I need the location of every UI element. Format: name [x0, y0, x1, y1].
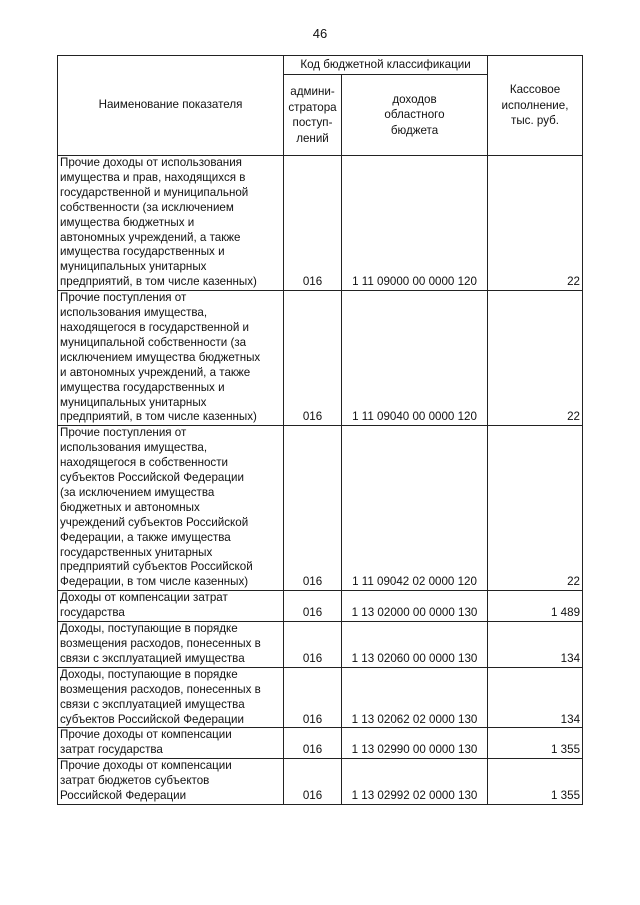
row-admin-code-cell: 016 [284, 156, 342, 291]
table-row [58, 667, 583, 728]
table-row [58, 728, 583, 759]
table-body [58, 156, 583, 805]
row-amount-cell: 22 [488, 291, 583, 426]
row-name-cell: Прочие поступления от использования имущества, находящегося в государственной и муниципальной собственности (за исключением имущества бюджетных и автономных учреждений, а также имущества государственных и муниципальных унитарных предприятий, в том числе казенных) [58, 291, 284, 426]
row-budget-code-cell: 1 13 02992 02 0000 130 [342, 759, 488, 805]
row-budget-code-cell: 1 11 09040 00 0000 120 [342, 291, 488, 426]
table-row [58, 156, 583, 291]
row-budget-code-cell: 1 13 02060 00 0000 130 [342, 622, 488, 668]
row-name-cell: Прочие поступления от использования имущества, находящегося в собственности субъектов Российской Федерации (за исключением имущества бюджетных и автономных учреждений субъектов Российской Федерации, а также имущества государственных унитарных предприятий субъектов Российской Федерации, в том числе казенных) [58, 426, 284, 591]
row-name-cell: Доходы, поступающие в порядке возмещения расходов, понесенных в связи с эксплуатацией имущества субъектов Российской Федерации [58, 667, 284, 728]
header-income-cell [342, 75, 488, 156]
table-row [58, 291, 583, 426]
header-admin-label: админи- стратора поступ- лений [288, 85, 337, 145]
row-amount-cell: 134 [488, 622, 583, 668]
table-row [58, 759, 583, 805]
row-budget-code-cell: 1 11 09042 02 0000 120 [342, 426, 488, 591]
table-row [58, 622, 583, 668]
row-amount-cell: 22 [488, 156, 583, 291]
header-row-top [58, 56, 583, 75]
row-admin-code-cell: 016 [284, 622, 342, 668]
row-admin-code-cell: 016 [284, 667, 342, 728]
row-admin-code-cell: 016 [284, 728, 342, 759]
row-amount-cell: 22 [488, 426, 583, 591]
page-number: 46 [312, 26, 328, 41]
row-name-cell: Прочие доходы от компенсации затрат бюджетов субъектов Российской Федерации [58, 759, 284, 805]
header-code-group-cell: Код бюджетной классификации [284, 56, 488, 75]
row-budget-code-cell: 1 11 09000 00 0000 120 [342, 156, 488, 291]
row-name-cell: Прочие доходы от компенсации затрат государства [58, 728, 284, 759]
row-amount-cell: 1 489 [488, 591, 583, 622]
row-name-cell: Доходы, поступающие в порядке возмещения расходов, понесенных в связи с эксплуатацией имущества [58, 622, 284, 668]
row-name-cell: Прочие доходы от использования имущества и прав, находящихся в государственной и муниципальной собственности (за исключением имущества бюджетных и автономных учреждений, а также имущества государственных и муниципальных унитарных предприятий, в том числе казенных) [58, 156, 284, 291]
header-total-cell [488, 56, 583, 156]
header-admin-cell [284, 75, 342, 156]
row-admin-code-cell: 016 [284, 291, 342, 426]
row-admin-code-cell: 016 [284, 426, 342, 591]
header-total-label: Кассовое исполнение, тыс. руб. [501, 83, 569, 128]
header-income-label: доходов областного бюджета [384, 92, 445, 137]
table-header [58, 56, 583, 156]
row-budget-code-cell: 1 13 02000 00 0000 130 [342, 591, 488, 622]
row-amount-cell: 134 [488, 667, 583, 728]
row-budget-code-cell: 1 13 02062 02 0000 130 [342, 667, 488, 728]
row-amount-cell: 1 355 [488, 759, 583, 805]
header-name-cell: Наименование показателя [58, 56, 284, 156]
table-row [58, 591, 583, 622]
row-budget-code-cell: 1 13 02990 00 0000 130 [342, 728, 488, 759]
table-row [58, 426, 583, 591]
row-admin-code-cell: 016 [284, 591, 342, 622]
row-name-cell: Доходы от компенсации затрат государства [58, 591, 284, 622]
row-amount-cell: 1 355 [488, 728, 583, 759]
budget-table [57, 55, 583, 805]
row-admin-code-cell: 016 [284, 759, 342, 805]
